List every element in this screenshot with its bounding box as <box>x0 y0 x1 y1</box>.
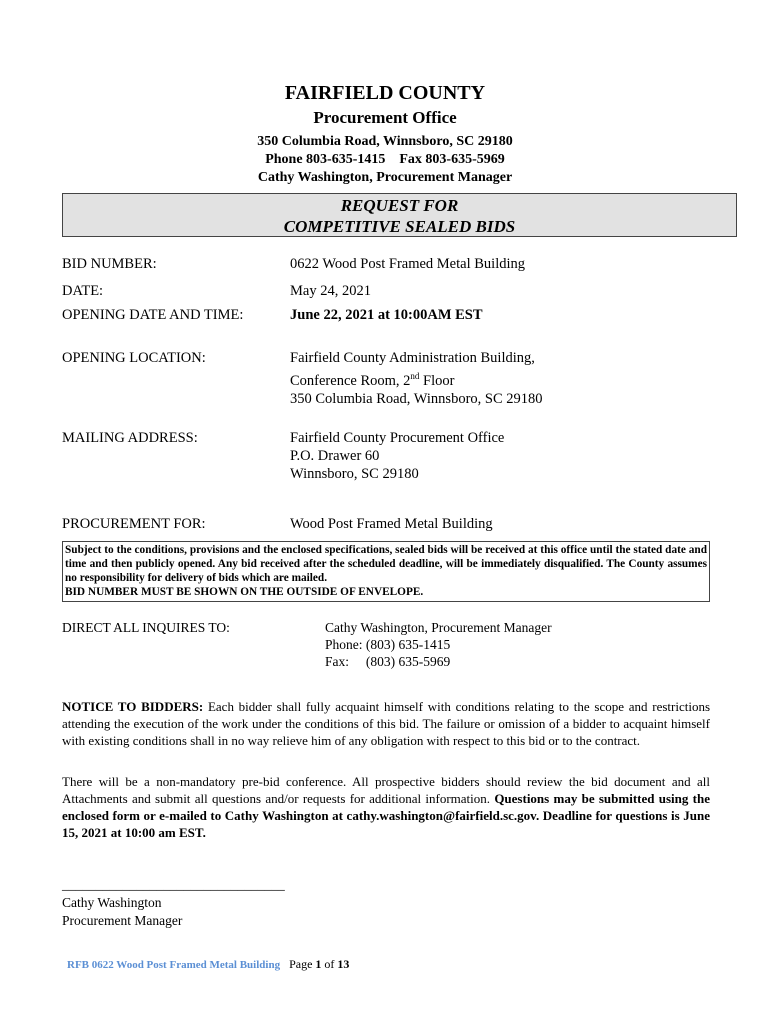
signer-name: Cathy Washington <box>62 895 162 910</box>
mailing-address-label: MAILING ADDRESS: <box>62 430 198 446</box>
mailing-address-line1: Fairfield County Procurement Office <box>290 430 505 446</box>
date-label: DATE: <box>62 283 104 299</box>
bid-number-label: BID NUMBER: <box>62 256 157 272</box>
ordinal-suffix: nd <box>410 371 420 381</box>
title-line-1: REQUEST FOR <box>340 196 459 215</box>
signature-line: _________________________________ <box>62 877 285 892</box>
page-footer <box>67 957 349 972</box>
opening-location-label: OPENING LOCATION: <box>62 350 206 366</box>
bid-number-value: 0622 Wood Post Framed Metal Building <box>290 256 525 272</box>
questions-deadline: Questions may be submitted using the enclosed form or e-mailed to Cathy Washington at cathy.washington@fairfield.sc.gov. Deadline for questions is June 15, 2021 at 10:00 am EST. <box>62 791 710 840</box>
inquiries-name: Cathy Washington, Procurement Manager <box>325 620 552 635</box>
location-line2-text: Conference Room, 2 <box>290 372 411 389</box>
office-address: 350 Columbia Road, Winnsboro, SC 29180 <box>257 134 513 149</box>
opening-location-line3: 350 Columbia Road, Winnsboro, SC 29180 <box>290 390 543 407</box>
title-line-2: COMPETITIVE SEALED BIDS <box>283 217 516 236</box>
letterhead <box>0 80 770 187</box>
opening-datetime-label: OPENING DATE AND TIME: <box>62 307 244 323</box>
footer-doc-title: RFB 0622 Wood Post Framed Metal Building <box>67 959 281 971</box>
notice-to-bidders-text: Each bidder shall fully acquaint himself with conditions relating to the scope and restrictions attending the execution of the work under the conditions of this bid. The failure or omission of a bidder to acquaint himself with existing conditions shall in no way relieve him of any obligation with respect to this bid or to the contract. <box>62 699 711 748</box>
signer-title: Procurement Manager <box>62 913 183 928</box>
bid-conditions-box <box>62 541 710 602</box>
document-title-box <box>62 193 737 237</box>
inquiries-label: DIRECT ALL INQUIRES TO: <box>62 620 230 635</box>
bid-conditions-text: Subject to the conditions, provisions and the enclosed specifications, sealed bids will be received at this office until the stated date and time and then publicly opened. Any bid received after the scheduled deadline, will be immediately disqualified. The County assumes no responsibility for delivery of bids which are mailed. <box>65 544 707 584</box>
procurement-for-value: Wood Post Framed Metal Building <box>290 516 493 532</box>
opening-datetime-value: June 22, 2021 at 10:00AM EST <box>290 307 483 323</box>
office-phone-fax: Phone 803-635-1415 Fax 803-635-5969 <box>265 152 505 167</box>
envelope-requirement: BID NUMBER MUST BE SHOWN ON THE OUTSIDE OF ENVELOPE. <box>65 586 424 598</box>
mailing-address-value <box>290 429 504 483</box>
pre-bid-conference <box>62 773 710 841</box>
opening-location-value <box>290 349 543 408</box>
office-manager: Cathy Washington, Procurement Manager <box>257 170 513 185</box>
notice-to-bidders-heading: NOTICE TO BIDDERS: <box>62 699 204 714</box>
inquiries-phone: Phone: (803) 635-1415 <box>325 637 451 652</box>
opening-location-line2 <box>290 373 454 389</box>
footer-total-pages: 13 <box>337 957 350 971</box>
procurement-for-label: PROCUREMENT FOR: <box>62 516 206 532</box>
footer-page-word: Page <box>289 957 313 971</box>
signature-block <box>62 876 285 930</box>
footer-of-word: of <box>324 957 335 971</box>
office-name: Procurement Office <box>313 108 457 127</box>
footer-page-number: 1 <box>315 957 322 971</box>
location-line2-floor: Floor <box>419 372 455 389</box>
county-name: FAIRFIELD COUNTY <box>284 82 486 104</box>
pre-bid-conference-text: There will be a non-mandatory pre-bid conference. All prospective bidders should review the bid document and all Attachments and submit all questions and/or requests for additional information. <box>62 774 710 806</box>
mailing-address-line2: P.O. Drawer 60 <box>290 448 380 464</box>
inquiries-contact <box>325 619 552 670</box>
mailing-address-line3: Winnsboro, SC 29180 <box>290 466 419 482</box>
notice-to-bidders <box>62 698 710 749</box>
inquiries-fax: Fax: (803) 635-5969 <box>325 654 451 669</box>
date-value: May 24, 2021 <box>290 283 371 299</box>
opening-location-line1: Fairfield County Administration Building, <box>290 350 535 366</box>
